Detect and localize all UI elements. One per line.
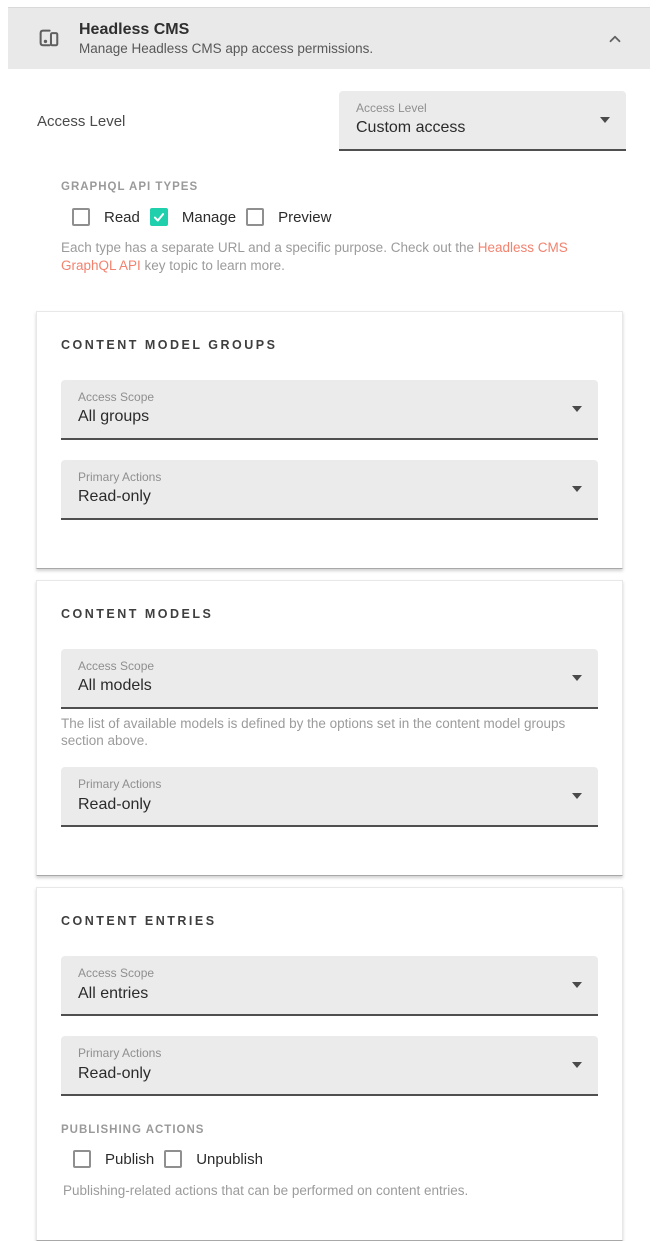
header-text [79,20,606,58]
select-value: Read-only [78,488,151,506]
dropdown-arrow-icon [572,675,582,681]
publishing-actions-help: Publishing-related actions that can be performed on content entries. [63,1183,469,1199]
checkbox-label: Preview [278,208,332,226]
primary-actions-select[interactable] [61,767,598,827]
headless-cms-icon [35,25,62,52]
read-checkbox[interactable] [72,208,90,226]
permissions-content [0,69,658,275]
select-floating-label: Access Scope [78,658,155,673]
publish-checkbox[interactable] [73,1150,91,1168]
content-entries-section [36,887,623,1241]
help-text-before: Each type has a separate URL and a specific purpose. Check out the [61,240,478,255]
graphql-api-types-block [61,181,599,275]
checkbox-item-unpublish[interactable] [164,1150,263,1168]
publishing-actions-label: PUBLISHING ACTIONS [61,1124,205,1137]
checkbox-label: Manage [181,208,237,226]
select-value: Read-only [78,795,151,813]
graphql-api-types-checkboxes [72,208,599,226]
select-floating-label: Primary Actions [78,777,162,792]
select-floating-label: Access Scope [78,389,155,404]
select-floating-label: Primary Actions [78,469,162,484]
graphql-api-types-help [61,239,599,275]
chevron-up-icon[interactable] [606,30,624,48]
page-title: Headless CMS [79,20,190,38]
preview-checkbox[interactable] [246,208,264,226]
primary-actions-select[interactable] [61,1036,598,1096]
dropdown-arrow-icon [572,1062,582,1068]
dropdown-arrow-icon [600,117,610,123]
headless-cms-graphql-api-link[interactable]: Headless CMS GraphQL API [61,240,568,273]
section-title: CONTENT MODELS [61,606,214,621]
dropdown-arrow-icon [572,406,582,412]
content-model-groups-section [36,311,623,569]
section-title: CONTENT MODEL GROUPS [61,337,278,352]
publishing-actions-block [61,1124,598,1200]
publishing-actions-checkboxes [73,1150,598,1168]
select-value: All groups [78,408,150,426]
dropdown-arrow-icon [572,793,582,799]
select-value: All models [78,677,152,695]
access-scope-select[interactable] [61,956,598,1016]
access-level-select[interactable] [339,91,626,151]
access-level-row [37,91,626,151]
help-text-after: key topic to learn more. [140,257,285,273]
select-floating-label: Primary Actions [78,1046,162,1061]
section-title: CONTENT ENTRIES [61,914,217,929]
unpublish-checkbox[interactable] [164,1150,182,1168]
checkbox-item-preview[interactable] [246,208,331,226]
access-scope-select[interactable] [61,380,598,440]
select-value: Read-only [78,1064,151,1082]
checkbox-label: Unpublish [196,1150,263,1168]
checkbox-item-read[interactable] [72,208,140,226]
checkbox-item-publish[interactable] [73,1150,154,1168]
dropdown-arrow-icon [572,486,582,492]
select-value: Custom access [356,119,466,137]
select-value: All entries [78,984,149,1002]
page-subtitle: Manage Headless CMS app access permissions. [79,40,374,56]
graphql-api-types-label: GRAPHQL API TYPES [61,181,199,193]
access-scope-select[interactable] [61,649,598,709]
checkbox-label: Publish [105,1150,155,1168]
access-level-row-label: Access Level [37,112,126,130]
select-floating-label: Access Level [356,101,427,115]
headless-cms-accordion-header[interactable] [8,7,650,69]
primary-actions-select[interactable] [61,460,598,520]
dropdown-arrow-icon [572,982,582,988]
select-floating-label: Access Scope [78,966,155,981]
checkbox-item-manage[interactable] [150,208,236,226]
manage-checkbox[interactable] [150,208,168,226]
access-scope-help: The list of available models is defined by the options set in the content model groups section above. [61,715,566,748]
checkbox-label: Read [104,208,140,226]
content-models-section [36,580,623,877]
